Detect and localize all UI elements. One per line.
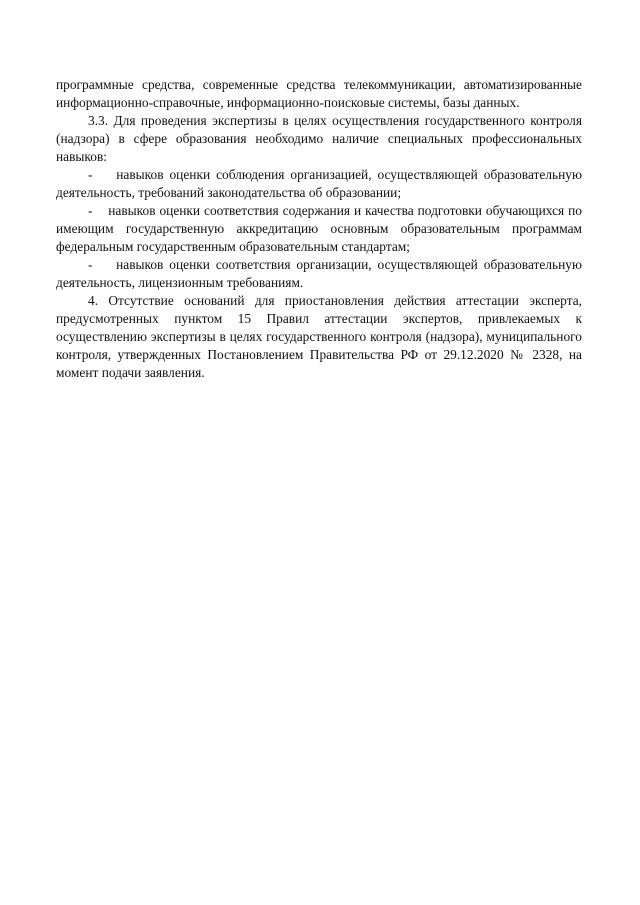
paragraph-software-tools: программные средства, современные средства телекоммуникации, автоматизированные информационно-справочные, информационно-поисковые системы, базы данных. xyxy=(56,77,582,110)
paragraph-section-3-3: 3.3. Для проведения экспертизы в целях осуществления государственного контроля (надзора) в сфере образования необходимо наличие специальных профессиональных навыков: xyxy=(56,113,582,164)
list-item-quality-assessment: - навыков оценки соответствия содержания и качества подготовки обучающихся по имеющим государственную аккредитацию основным образовательным программам федеральным государственным образовательным стандартам; xyxy=(56,203,582,254)
document-body xyxy=(56,76,582,382)
paragraph-section-4: 4. Отсутствие оснований для приостановления действия аттестации эксперта, предусмотренных пунктом 15 Правил аттестации экспертов, привлекаемых к осуществлению экспертизы в целях государственного контроля (надзора), муниципального контроля, утвержденных Постановлением Правительства РФ от 29.12.2020 № 2328, на момент подачи заявления. xyxy=(56,293,582,380)
list-item-license-assessment: - навыков оценки соответствия организации, осуществляющей образовательную деятельность, лицензионным требованиям. xyxy=(56,257,582,290)
list-item-compliance-assessment: - навыков оценки соблюдения организацией, осуществляющей образовательную деятельность, требований законодательства об образовании; xyxy=(56,167,582,200)
